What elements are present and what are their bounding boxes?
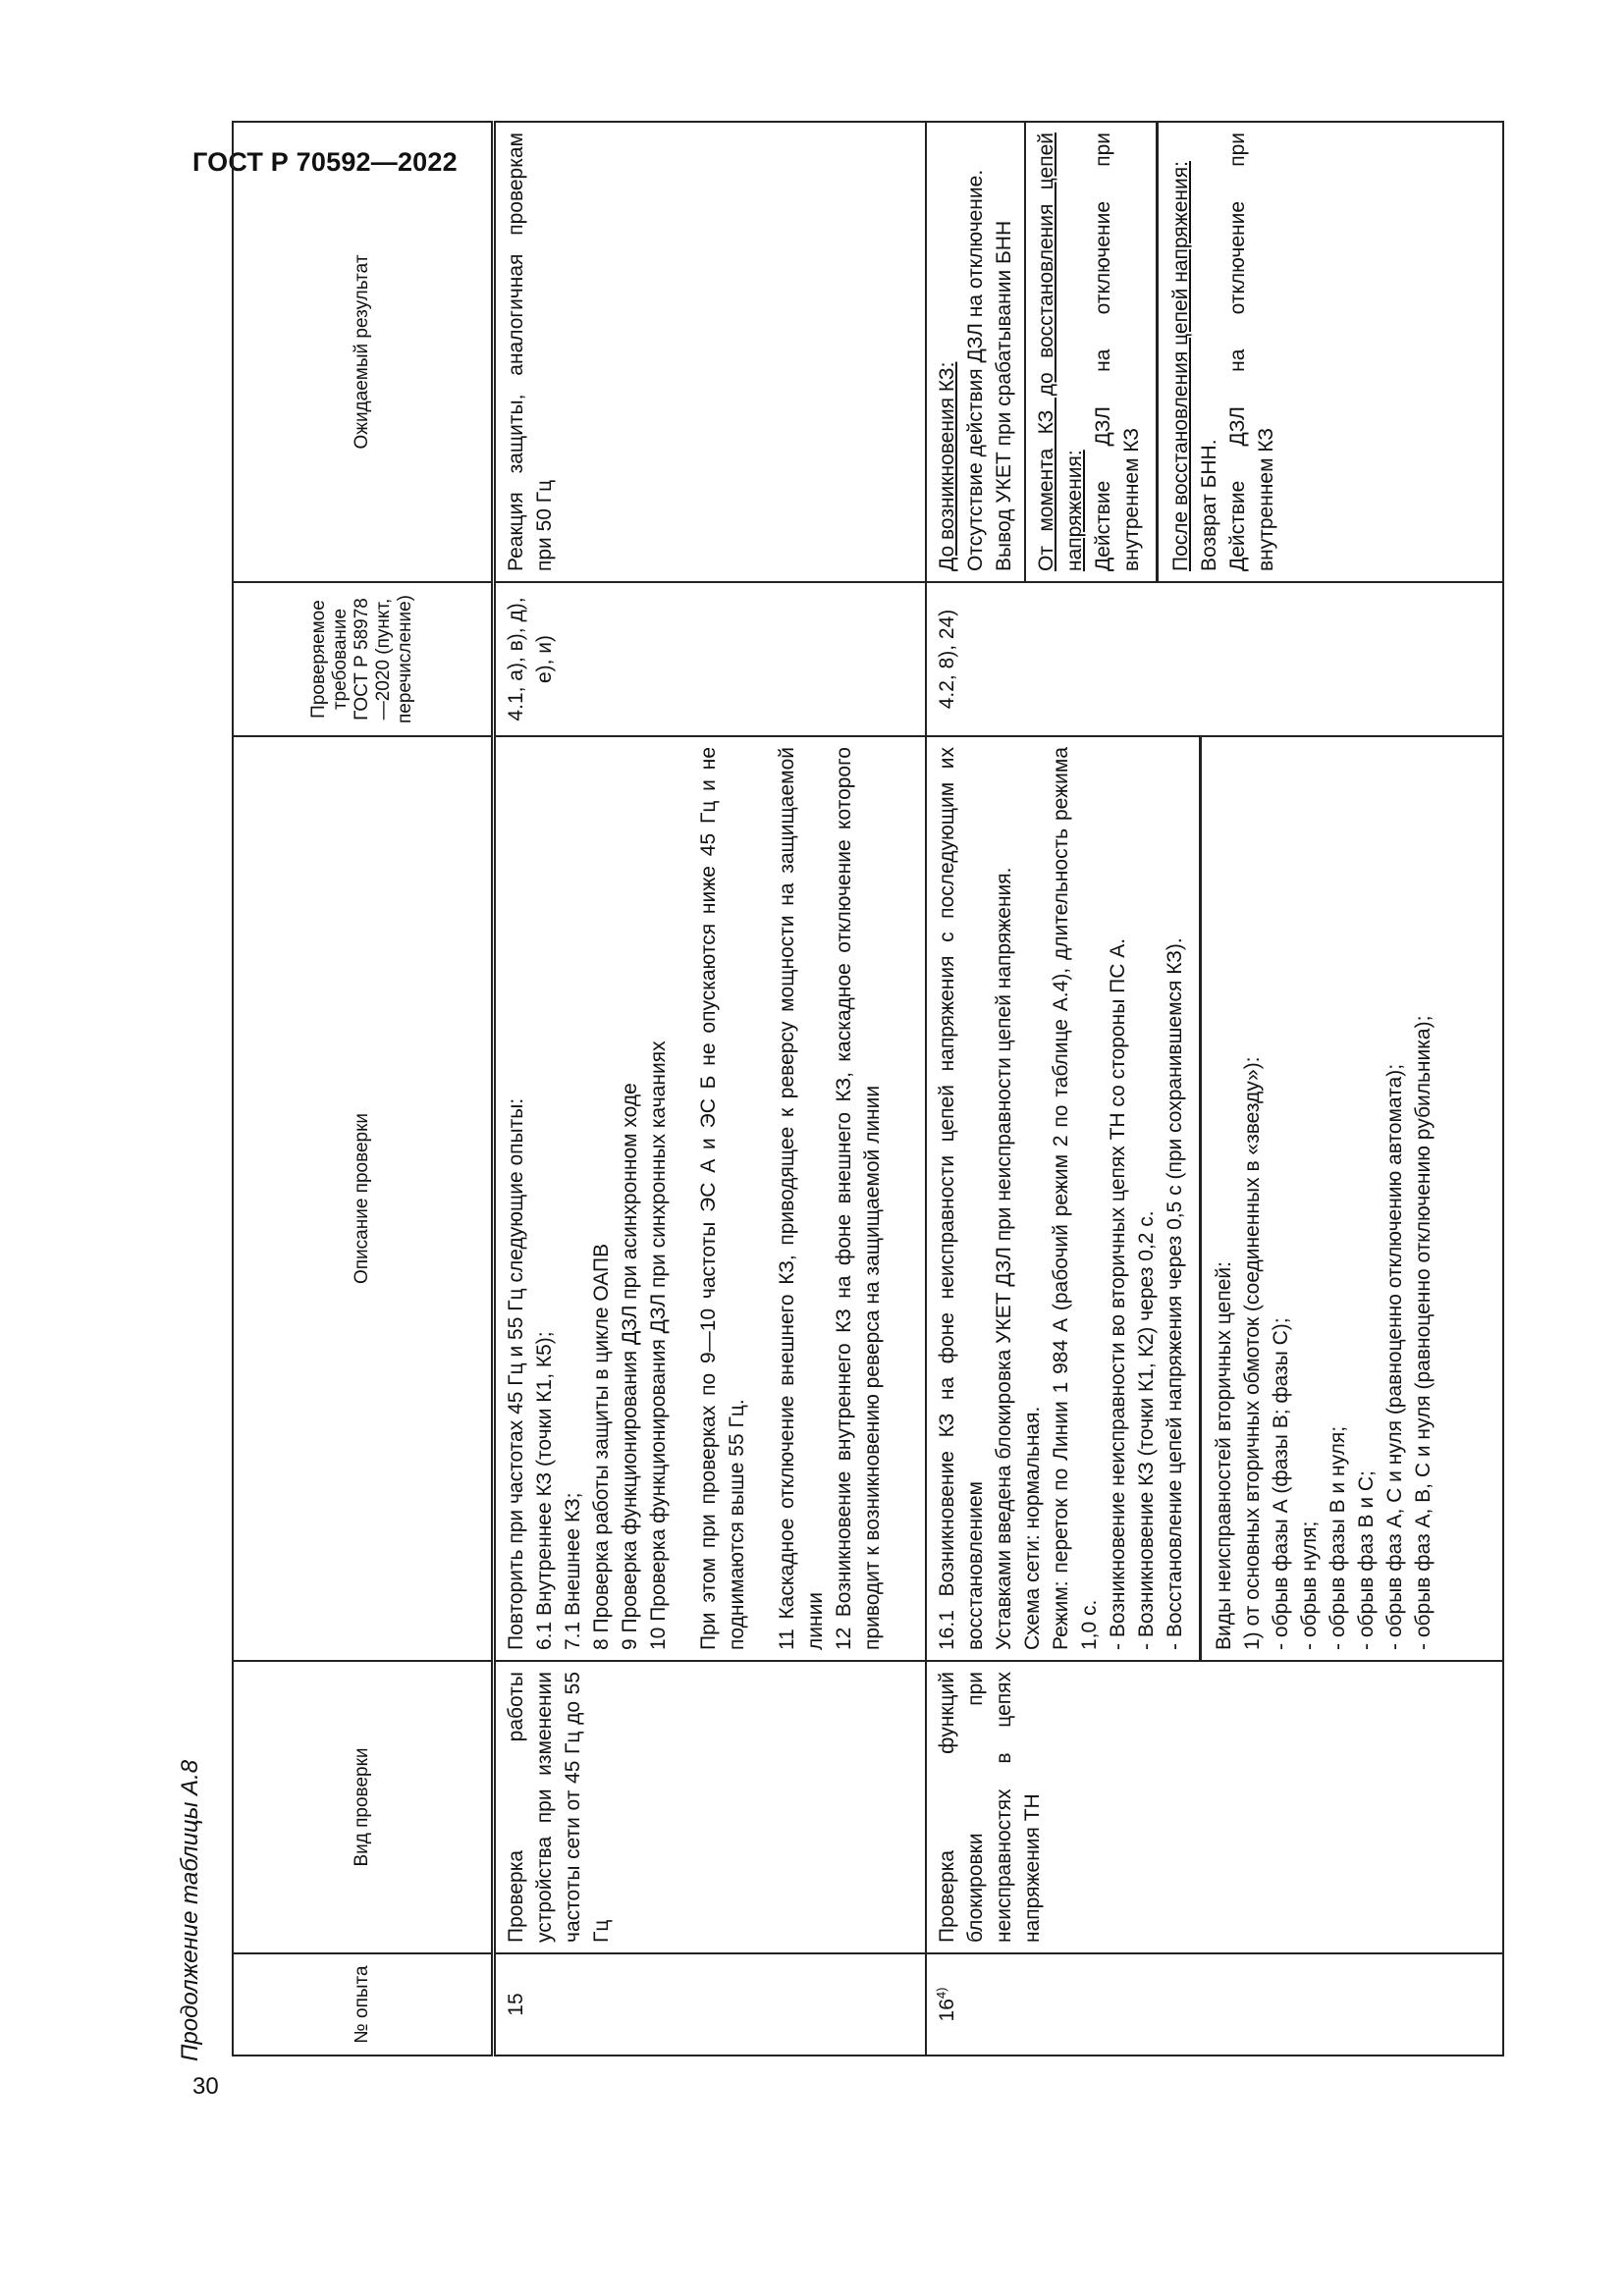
- row16-result-line: Возврат БНН.: [1197, 439, 1220, 571]
- row16-num-footnote: 4): [933, 1987, 948, 2000]
- row16-desc-line: - обрыв фаз А, В, С и нуля (равноценно отключению рубильника);: [1411, 1015, 1435, 1650]
- row16-desc-line: - Возникновение неисправности во вторичных цепях ТН со стороны ПС А.: [1106, 937, 1129, 1650]
- table-header-row: [233, 122, 494, 2056]
- row16-desc-line: Виды неисправностей вторичных цепей:: [1212, 1261, 1235, 1650]
- table-row-16: [926, 122, 1504, 2056]
- row16-desc: [926, 736, 1504, 1661]
- row16-desc-line: - обрыв нуля;: [1297, 1521, 1321, 1650]
- row16-result-part-1: [927, 123, 1024, 581]
- table-caption: Продолжение таблицы А.8: [177, 1759, 203, 2061]
- row16-desc-line: - Восстановление цепей напряжения через 0,5 с (при сохранившемся КЗ).: [1163, 937, 1186, 1650]
- row15-desc-note: При этом при проверках по 9—10 частоты ЭС А и ЭС Б не опускаются ниже 45 Гц и не поднимаются выше 55 Гц.: [697, 747, 748, 1650]
- page-number: 30: [192, 2073, 219, 2100]
- row16-desc-line: 16.1 Возникновение КЗ на фоне неисправности цепей напряжения с последующим их восстановлением: [935, 747, 987, 1650]
- row16-result-line: Действие ДЗЛ на отключение при внутреннем КЗ: [1225, 133, 1277, 571]
- row15-desc-line: 8 Проверка работы защиты в цикле ОАПВ: [590, 1243, 613, 1650]
- table-row-15: [494, 122, 926, 2056]
- row16-desc-line: Схема сети: нормальная.: [1020, 1406, 1044, 1650]
- row16-desc-part-b: [1199, 737, 1443, 1660]
- row15-type: Проверка работы устройства при изменении частоты сети от 45 Гц до 55 Гц: [494, 1661, 926, 1953]
- row15-result: Реакция защиты, аналогичная проверкам при 50 Гц: [494, 122, 926, 582]
- test-table: [232, 121, 1504, 2056]
- row15-req: 4.1, а), в), д), е), и): [494, 582, 926, 736]
- row16-desc-line: - обрыв фазы В и нуля;: [1326, 1425, 1349, 1650]
- document-header: ГОСТ Р 70592—2022: [192, 147, 458, 177]
- row15-desc-line: 6.1 Внутреннее КЗ (точки К1, К5);: [533, 1331, 556, 1650]
- row16-result-line: Действие ДЗЛ на отключение при внутреннем КЗ: [1091, 133, 1143, 571]
- header-req: Проверяемое требование ГОСТ Р 58978—2020 (пункт, перечисление): [233, 582, 494, 736]
- row16-result-title: После восстановления цепей напряжения:: [1168, 161, 1192, 571]
- row16-req: 4.2, 8), 24): [926, 582, 1504, 736]
- row15-desc: [494, 736, 926, 1661]
- row15-num: 15: [494, 1953, 926, 2056]
- row16-desc-line: - Возникновение КЗ (точки К1, К2) через 0,2 с.: [1134, 1210, 1158, 1650]
- row16-desc-line: Режим: переток по Линии 1 984 А (рабочий режим 2 по таблице А.4), длительность режима 1,0 с.: [1049, 747, 1101, 1650]
- row16-desc-line: - обрыв фаз В и С;: [1354, 1470, 1378, 1650]
- row16-result-part-2: [1024, 123, 1156, 581]
- row16-result-line: Отсутствие действия ДЗЛ на отключение.: [963, 169, 987, 571]
- row15-desc-line: Повторить при частотах 45 Гц и 55 Гц следующие опыты:: [505, 1097, 527, 1650]
- row16-desc-line: - обрыв фаз А, С и нуля (равноценно отключению автомата);: [1382, 1063, 1406, 1650]
- row15-desc-line: 11 Каскадное отключение внешнего КЗ, приводящее к реверсу мощности на защищаемой линии: [776, 747, 827, 1650]
- row16-type: Проверка функций блокировки при неисправностях в цепях напряжения ТН: [926, 1661, 1504, 1953]
- row15-desc-line: 10 Проверка функционирования ДЗЛ при синхронных качаниях: [647, 1041, 670, 1650]
- row16-num-value: 16: [935, 1999, 958, 2022]
- row16-desc-line: Уставками введена блокировка УКЕТ ДЗЛ при неисправности цепей напряжения.: [992, 867, 1015, 1650]
- header-num: № опыта: [233, 1953, 494, 2056]
- table-caption-container: [177, 1472, 204, 2061]
- row15-desc-line: 12 Возникновение внутреннего КЗ на фоне внешнего КЗ, каскадное отключение которого приводит к возникновению реверса на защищаемой линии: [833, 747, 884, 1650]
- row16-desc-part-a: [927, 737, 1199, 1660]
- row16-result-title: До возникновения КЗ:: [935, 361, 958, 571]
- header-desc: Описание проверки: [233, 736, 494, 1661]
- row16-result-title: От момента КЗ до восстановления цепей напряжения:: [1034, 133, 1086, 571]
- row16-result-line: Вывод УКЕТ при срабатывании БНН: [992, 220, 1015, 571]
- row16-desc-line: 1) от основных вторичных обмоток (соединенных в «звезду»):: [1240, 1056, 1264, 1650]
- row16-result: [926, 122, 1504, 582]
- row15-desc-line: 9 Проверка функционирования ДЗЛ при асинхронном ходе: [619, 1083, 641, 1650]
- row16-result-part-3: [1156, 123, 1286, 581]
- header-type: Вид проверки: [233, 1661, 494, 1953]
- row15-desc-line: 7.1 Внешнее КЗ;: [562, 1492, 584, 1650]
- header-result: Ожидаемый результат: [233, 122, 494, 582]
- row16-num: [926, 1953, 1504, 2056]
- row16-desc-line: - обрыв фазы А (фазы В; фазы С);: [1269, 1317, 1292, 1650]
